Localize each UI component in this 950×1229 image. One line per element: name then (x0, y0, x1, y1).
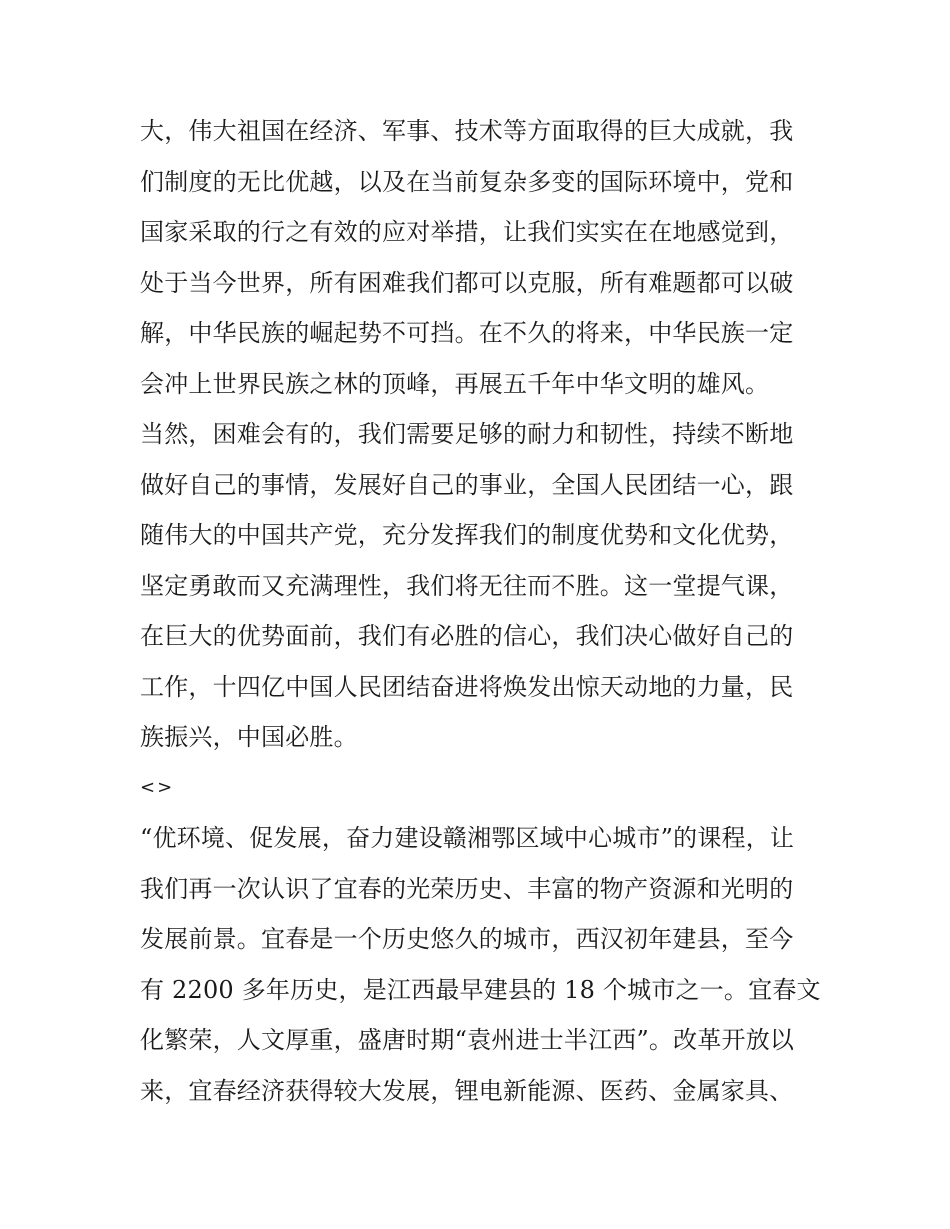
text-line: 我们再一次认识了宜春的光荣历史、丰富的物产资源和光明的 (140, 874, 794, 903)
text-line: 随伟大的中国共产党，充分发挥我们的制度优势和文化优势， (140, 521, 794, 549)
text-line: 化繁荣，人文厚重，盛唐时期“袁州进士半江西”。改革开放以 (140, 1026, 795, 1054)
text-line: 在巨大的优势面前，我们有必胜的信心，我们决心做好自己的 (140, 622, 794, 650)
text-line: 们制度的无比优越，以及在当前复杂多变的国际环境中，党和 (140, 167, 794, 196)
body-text (140, 106, 820, 1116)
text-line: 有 2200 多年历史，是江西最早建县的 18 个城市之一。宜春文 (140, 975, 821, 1004)
text-line: 当然，困难会有的，我们需要足够的耐力和韧性，持续不断地 (140, 420, 794, 448)
text-line: 处于当今世界，所有困难我们都可以克服，所有难题都可以破 (140, 268, 794, 297)
text-line: 国家采取的行之有效的应对举措，让我们实实在在地感觉到， (140, 218, 794, 246)
text-line: 族振兴，中国必胜。 (140, 723, 358, 751)
section-separator: <> (140, 776, 175, 798)
text-line: 来，宜春经济获得较大发展，锂电新能源、医药、金属家具、 (140, 1076, 794, 1105)
text-line: 发展前景。宜春是一个历史悠久的城市，西汉初年建县，至今 (140, 925, 794, 953)
text-line: 坚定勇敢而又充满理性，我们将无往而不胜。这一堂提气课， (140, 571, 794, 600)
text-line: 工作，十四亿中国人民团结奋进将焕发出惊天动地的力量，民 (140, 672, 794, 701)
text-line: 解，中华民族的崛起势不可挡。在不久的将来，中华民族一定 (140, 319, 794, 347)
text-line: 做好自己的事情，发展好自己的事业，全国人民团结一心，跟 (140, 470, 794, 499)
text-line: 会冲上世界民族之林的顶峰，再展五千年中华文明的雄风。 (140, 369, 770, 398)
text-line: 大，伟大祖国在经济、军事、技术等方面取得的巨大成就，我 (140, 117, 794, 145)
text-line: “优环境、促发展，奋力建设赣湘鄂区域中心城市”的课程，让 (140, 824, 795, 852)
